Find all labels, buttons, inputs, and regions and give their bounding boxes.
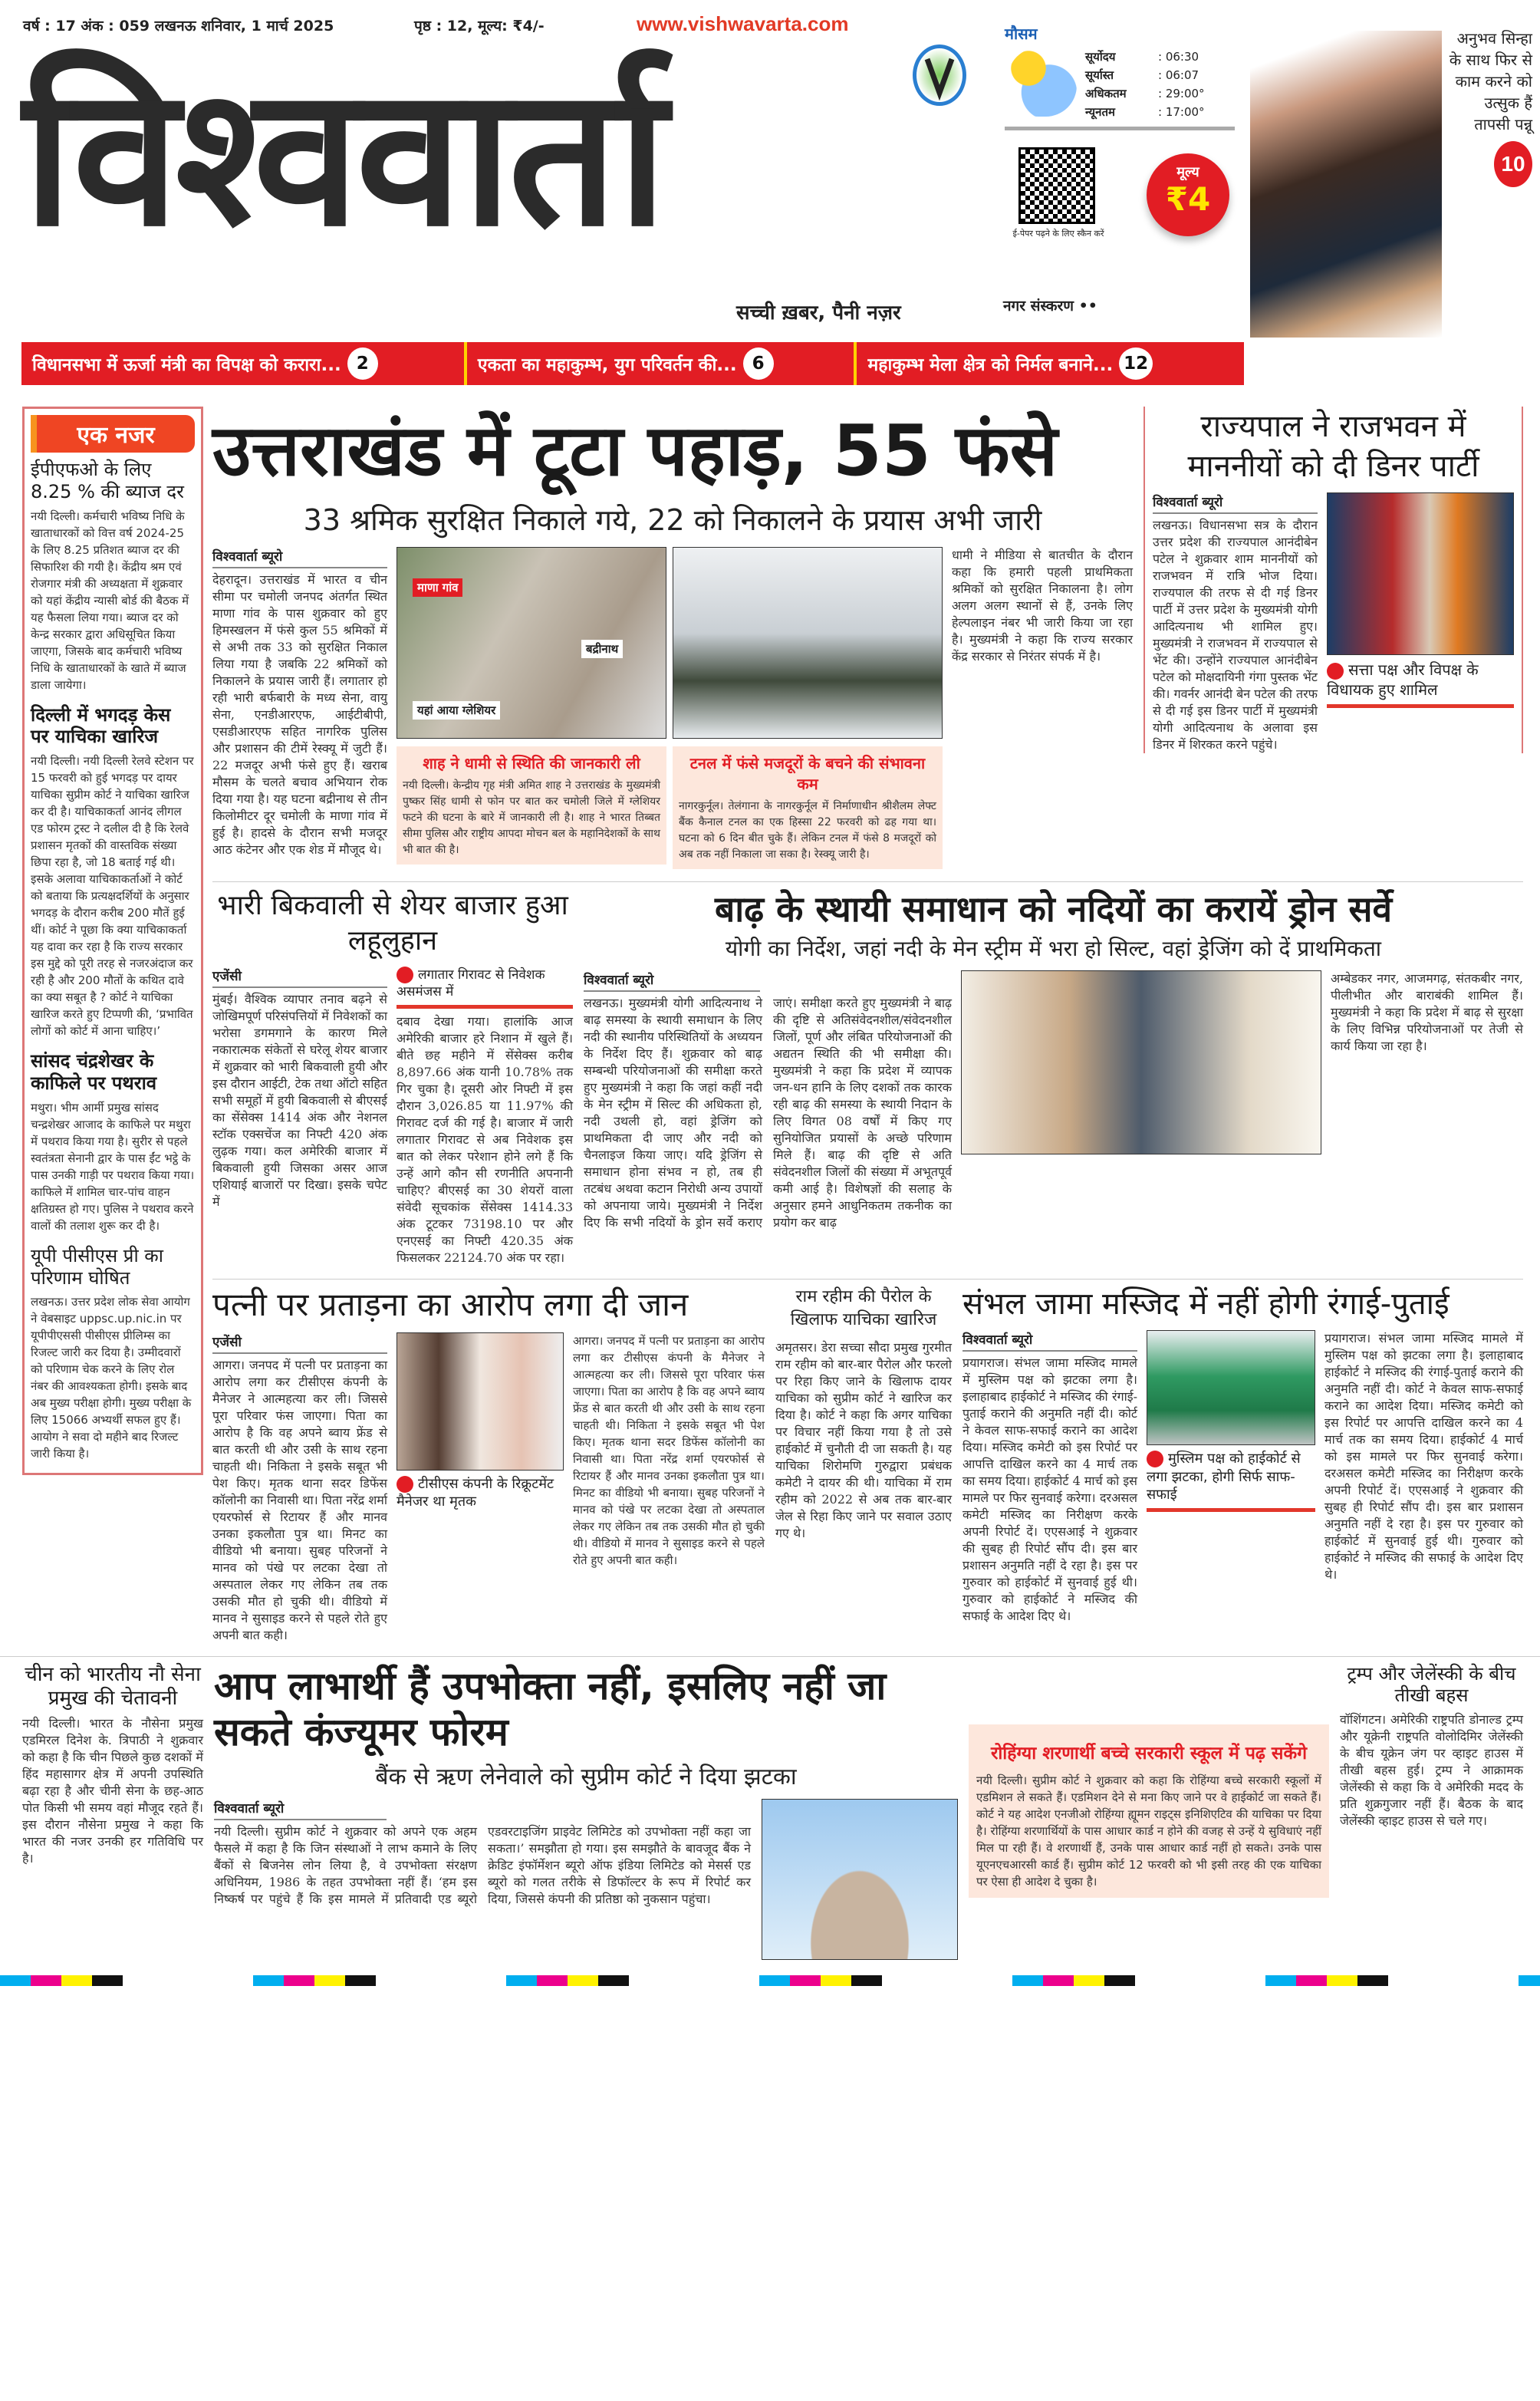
issue-info: वर्ष : 17 अंक : 059 लखनऊ शनिवार, 1 मार्च 2025 [23, 18, 334, 35]
promo-text[interactable]: अनुभव सिन्हा के साथ फिर से काम करने को उत्सुक हैं तापसी पन्नू [1449, 29, 1532, 133]
weather-cloud-sun-icon [1008, 48, 1077, 117]
avalanche-map-photo [397, 547, 666, 739]
sidebar-headline: शाह ने धामी से स्थिति की जानकारी ली [423, 754, 640, 772]
ramrahim-body: अमृतसर। डेरा सच्चा सौदा प्रमुख गुरमीत राम रहीम को बार-बार पैरोल और फरलो पर रिहा किए जाने के खिलाफ दायर याचिका को सुप्रीम कोर्ट ने खारिज कर दिया है। कोर्ट ने कहा कि अगर याचिका पर विचार नहीं किया गया है तो उसे हाईकोर्ट में चुनौती दी जा सकती है। यह याचिका शिरोमणि गुरुद्वारा प्रबंधक कमेटी ने दायर की थी। याचिका में राम रहीम को 2022 से अब तक बार-बार जेल से रिहा किए जाने पर सवाल उठाए गए थे। [775, 1340, 952, 1541]
sambhal-body: प्रयागराज। संभल जामा मस्जिद मामले में मुस्लिम पक्ष को झटका लगा है। इलाहाबाद हाईकोर्ट ने मस्जिद की रंगाई-पुताई कराने की अनुमति नहीं दी। कोर्ट ने केवल साफ-सफाई कराने का आदेश दिया। मस्जिद कमेटी को इस रिपोर्ट पर आपत्ति दाखिल करने का 4 मार्च तक का समय दिया। हाईकोर्ट 4 मार्च को इस मामले पर फिर सुनवाई करेगा। दरअसल कमेटी मस्जिद का निरीक्षण करके अपनी रिपोर्ट दें। एएसआई ने शुक्रवार की सुबह ही रिपोर्ट सौंप दी। इस बार प्रशासन अनुमति नहीं दे रहा है। इस पर गुरुवार को हाईकोर्ट में सुनवाई हुई थी। गुरुवार को हाईकोर्ट ने मस्जिद की सफाई के आदेश दिए थे। [962, 1355, 1137, 1624]
box-headline: रोहिंग्या शरणार्थी बच्चे सरकारी स्कूल में पढ़ सकेंगे [990, 1743, 1308, 1764]
page-number-badge: 6 [743, 347, 774, 380]
flood-subhead: योगी का निर्देश, जहां नदी के मेन स्ट्रीम में भरा हो सिल्ट, वहां ड्रेजिंग को दें प्राथमिकता [725, 936, 1382, 962]
teaser-item[interactable]: विधानसभा में ऊर्जा मंत्री का विपक्ष को करारा... 2 [21, 342, 467, 385]
photo-label: माणा गांव [413, 578, 462, 597]
consumer-headline: आप लाभार्थी हैं उपभोक्ता नहीं, इसलिए नहीं जा सकते कंज्यूमर फोरम [214, 1663, 887, 1754]
story-body: मथुरा। भीम आर्मी प्रमुख सांसद चन्द्रशेखर आजाद के काफिले पर मथुरा में पथराव किया गया है। सुरीर से पहले स्वतंत्रता सेनानी द्वार के पास ईंट भट्ठे के पास उनकी गाड़ी पर पथराव किया गया। काफिले में शामिल चार-पांच वाहन क्षतिग्रस्त हो गए। पुलिस ने पथराव करने वालों की तलाश शुरू कर दी है। [31, 1100, 195, 1233]
photo-label: बद्रीनाथ [581, 640, 623, 658]
photo-label: यहां आया ग्लेशियर [413, 701, 500, 720]
qr-code[interactable] [1018, 147, 1095, 224]
weather-row: सूर्यास्त : 06:07 [1085, 68, 1199, 82]
price-badge: मूल्य ₹4 [1147, 153, 1229, 236]
consumer-body: नयी दिल्ली। सुप्रीम कोर्ट ने शुक्रवार को अपने एक अहम फैसले में कहा है कि जिन संस्थाओं ने लाभ कमाने के लिए बैंकों से बिजनेस लोन लिया है, वे उपभोक्ता संरक्षण अधिनियम, 1986 के तहत उपभोक्ता नहीं हैं। ‘हम इस निष्कर्ष पर पहुंचे हैं कि इस मामले में प्रतिवादी एड ब्यूरो एडवरटाइजिंग प्राइवेट लिमिटेड को उपभोक्ता नहीं कहा जा सकता।’ समझौता हो गया। इस समझौते के बावजूद बैंक ने क्रेडिट इंफॉर्मेशन ब्यूरो ऑफ इंडिया लिमिटेड को मेसर्स एड ब्यूरो को गलत तरीके से डिफॉल्टर के रूप में रिपोर्ट कर दिया, जिससे कंपनी की प्रतिष्ठा को नुकसान पहुंचा। [214, 1823, 751, 1906]
rescue-team-photo [673, 547, 943, 739]
story-headline: राज्यपाल ने राजभवन में माननीयों को दी डिनर पार्टी [1187, 409, 1479, 484]
story-body: नयी दिल्ली। नयी दिल्ली रेलवे स्टेशन पर 15 फरवरी को हुई भगदड़ पर दायर याचिका सुप्रीम कोर्ट ने याचिका खारिज कर दी है। याचिकाकर्ता आनंद लीगल एड फोरम ट्रस्ट ने दलील दी है कि रेलवे प्रशासन मृतकों की वास्तविक संख्या छिपा रहा है, जो 18 बताई गई थी। इसके अलावा याचिकाकर्ताओं ने कोर्ट को बताया कि प्रत्यक्षदर्शियों के अनुसार भगदड़ के दौरान करीब 200 मौतें हुई थीं। कोर्ट ने पूछा कि क्या याचिकाकर्ता यह दावा कर रहा है कि राज्य सरकार इस मुद्दे को पूरी तरह से नजरअंदाज कर रही है और 200 मौतों के कथित दावे का क्या सबूत है ? कोर्ट ने याचिका खारिज करते हुए टिप्पणी की, ‘प्रभावित लोगों को कोर्ट में आना चाहिए।’ [31, 754, 194, 1039]
governor-story [1143, 407, 1523, 753]
consumer-subhead: बैंक से ऋण लेनेवाले को सुप्रीम कोर्ट ने दिया झटका [375, 1763, 797, 1790]
story-body: नयी दिल्ली। कर्मचारी भविष्य निधि के खाताधारकों को वित्त वर्ष 2024-25 के लिए 8.25 प्रतिशत ब्याज दर की सिफारिश की गयी है। केंद्रीय श्रम एवं रोजगार मंत्री की अध्यक्षता में शुक्रवार को यहां केंद्रीय न्यासी बोर्ड की बैठक में यह फैसला लिया गया। ब्याज दर को केन्द्र सरकार द्वारा अधिसूचित किया जाएगा, जिसके बाद कर्मचारी भविष्य निधि के खाताधारकों के खाते में ब्याज डाला जायेगा। [31, 509, 189, 692]
byline: विश्ववार्ता ब्यूरो [962, 1330, 1137, 1352]
sambhal-headline: संभल जामा मस्जिद में नहीं होगी रंगाई-पुताई [962, 1286, 1450, 1322]
website-link[interactable]: www.vishwavarta.com [637, 12, 849, 35]
pull-quote: लगातार गिरावट से निवेशक असमंजस में [397, 967, 545, 1000]
couple-photo [397, 1332, 564, 1471]
weather-title: मौसम [1005, 25, 1038, 43]
market-headline: भारी बिकवाली से शेयर बाजार हुआ लहूलुहान [217, 890, 568, 957]
masthead: विश्ववार्ता [23, 45, 663, 268]
china-story [22, 1663, 203, 1867]
china-body: नयी दिल्ली। भारत के नौसेना प्रमुख एडमिरल दिनेश के. त्रिपाठी ने शुक्रवार को कहा है कि चीन पिछले कुछ दशकों में हिंद महासागर क्षेत्र में अपनी उपस्थिति बढ़ा रहा है और चीनी सेना के छह-आठ पोत किसी भी समय वहां मौजूद रहते हैं। इस दौरान नौसेना प्रमुख ने कहा कि भारत की नजर उनकी हर गतिविधि पर है। [22, 1715, 203, 1866]
byline: विश्ववार्ता ब्यूरो [212, 547, 387, 568]
bullet-icon [1327, 663, 1344, 680]
trump-body: वॉशिंगटन। अमेरिकी राष्ट्रपति डोनाल्ड ट्रम्प और यूक्रेनी राष्ट्रपति वोलोदिमिर जेलेंस्की के बीच यूक्रेन जंग पर व्हाइट हाउस में तीखी बहस हुई। ट्रम्प ने आक्रामक जेलेंस्की से कहा कि वे अमेरिकी मदद के प्रति शुक्रगुजार नहीं हैं। बैठक के बाद जेलेंस्की व्हाइट हाउस से चले गए। [1340, 1712, 1523, 1829]
weather-row: सूर्योदय : 06:30 [1085, 50, 1199, 64]
shah-sidebar [397, 746, 666, 865]
flood-headline: बाढ़ के स्थायी समाधान को नदियों का करायें ड्रोन सर्वे [714, 888, 1393, 930]
bullet-icon [397, 967, 413, 983]
promo-block [1446, 28, 1532, 187]
page-number-badge: 12 [1119, 347, 1153, 380]
consumer-story [214, 1663, 958, 1960]
weather-row: अधिकतम : 29:00° [1085, 87, 1205, 100]
lead-body: देहरादून। उत्तराखंड में भारत व चीन सीमा पर चमोली जनपद अंतर्गत स्थित माणा गांव के पास शुक्रवार को हुए हिमस्खलन में फंसे कुल 55 श्रमिकों में से अभी तक 33 को सुरक्षित निकाल लिया गया है जबकि 22 श्रमिकों को निकालने के प्रयास जारी हैं। लगातार हो रही भारी बर्फबारी के मध्य सेना, वायु सेना, एनडीआरएफ, आईटीबीपी, एसडीआरएफ सहित नागरिक पुलिस और प्रशासन की टीमें रेस्क्यू में जुटी हैं। 22 मजदूर अभी फंसे हुए हैं। खराब मौसम के चलते बचाव अभियान रोक दिया गया है। यह घटना बद्रीनाथ से तीन किलोमीटर दूर चमोली के माणा गांव में हुई है। हादसे के दौरान सभी मजदूर आठ कंटेनर और एक शेड में मौजूद थे। [212, 572, 387, 857]
weather-panel [1005, 23, 1235, 130]
governor-cm-photo [1327, 492, 1514, 655]
page-header [0, 0, 1540, 391]
cm-meeting-photo [961, 970, 1321, 1154]
sidebar-headline: टनल में फंसे मजदूरों के बचने की संभावना कम [689, 754, 926, 793]
box-body: नयी दिल्ली। सुप्रीम कोर्ट ने शुक्रवार को कहा कि रोहिंग्या बच्चे सरकारी स्कूलों में एडमिशन ले सकते हैं। एडमिशन देने से मना किए जाने पर वे हाईकोर्ट जा सकते हैं। कोर्ट ने यह आदेश एनजीओ रोहिंग्या ह्यूमन राइट्स इनिशिएटिव की याचिका पर दिया है। रोहिंग्या शरणार्थियों के पास आधार कार्ड न होने की वजह से उन्हें ये सुविधाएं नहीं मिल पा रही हैं। वे शरणार्थी हैं, उनके पास आधार कार्ड नहीं हो सकते। उनके पास यूएनएचआरसी कार्ड हैं। सुप्रीम कोर्ट 12 फरवरी को भी इसी तरह की एक याचिका पर ऐसा ही आदेश दे चुका है। [976, 1773, 1321, 1889]
wife-headline: पत्नी पर प्रताड़ना का आरोप लगा दी जान [212, 1286, 689, 1324]
lead-headline: उत्तराखंड में टूटा पहाड़, 55 फंसे [212, 410, 1058, 492]
ramrahim-headline: राम रहीम की पैरोल के खिलाफ याचिका खारिज [790, 1287, 937, 1330]
trump-headline: ट्रम्प और जेलेंस्की के बीच तीखी बहस [1347, 1662, 1516, 1707]
ek-nazar-box [22, 407, 203, 1475]
divider [1327, 704, 1514, 708]
ramrahim-story [775, 1286, 952, 1542]
logo-icon [913, 44, 966, 106]
tunnel-sidebar [673, 746, 943, 869]
page-price-info: पृष्ठ : 12, मूल्य: ₹4/- [414, 18, 545, 35]
lead-story [212, 407, 1133, 869]
wife-story [212, 1286, 765, 1643]
actress-photo [1250, 31, 1442, 338]
photo-caption: टीसीएस कंपनी के रिक्रूटमेंट मैनेजर था मृतक [397, 1475, 554, 1510]
byline: विश्ववार्ता ब्यूरो [584, 970, 760, 992]
logo-v-mark [916, 48, 962, 102]
page-number-badge: 2 [347, 347, 378, 380]
rohingya-box [969, 1724, 1329, 1898]
teaser-item[interactable]: एकता का महाकुम्भ, युग परिवर्तन की... 6 [467, 342, 857, 385]
sambhal-story [962, 1286, 1523, 1625]
wife-body-continued: आगरा। जनपद में पत्नी पर प्रताड़ना का आरोप लगा कर टीसीएस कंपनी के मैनेजर ने आत्महत्या कर ली। जिससे पूरा परिवार फंस जाएगा। पिता का आरोप है कि वह अपने ब्वाय फ्रेंड से बात करती थी और उसी के साथ रहना चाहती थी। निकिता ने इसके सबूत भी पेश किए। मृतक थाना सदर डिफेंस कॉलोनी का निवासी था। पिता नरेंद्र शर्मा एयरफोर्स से रिटायर हैं और मानव उनका इकलौता पुत्र था। मिनट का वीडियो भी बनाया। सुबह परिजनों ने मानव को पंखे पर लटका देखा तो अस्पताल लेकर गए लेकिन तब तक उसकी मौत हो चुकी थी। वीडियो में मानव ने सुसाइड करने से पहले रोते हुए अपनी बात कही। [573, 1333, 765, 1567]
story-headline: दिल्ली में भगदड़ केस पर याचिका खारिज [31, 703, 171, 748]
divider [397, 1005, 573, 1009]
market-body-continued: दबाव देखा गया। हालांकि आज अमेरिकी बाजार हरे निशान में खुले हैं। बीते छह महीने में सेंसेक्स करीब 8,897.66 अंक यानी 10.78% तक गिर चुका है। दूसरी ओर निफ्टी में इस दौरान 3,026.85 या 11.97% की गिरावट दर्ज की गई है। बाजार में जारी लगातार गिरावट से अब निवेशक इस बात को लेकर परेशान होने लगे हैं कि उन्हें आगे कौन सी रणनीति अपनानी चाहिए? बीएसई का 30 शेयरों वाला संवेदी सूचकांक सेंसेक्स 1414.33 अंक टूटकर 73198.10 पर और एनएसई का निफ्टी 420.35 अंक फिसलकर 22124.70 अंक पर रहा। [397, 1014, 573, 1266]
sidebar-body: नयी दिल्ली। केन्द्रीय गृह मंत्री अमित शाह ने उत्तराखंड के मुख्यमंत्री पुष्कर सिंह धामी से फोन पर बात कर चमोली जिले में ग्लेशियर फटने की घटना के बारे में जानकारी ली है। शाह ने भारत तिब्बत सीमा पुलिस और राष्ट्रीय आपदा मोचन बल के महानिदेशकों के साथ भी बात की है। [403, 779, 660, 856]
china-headline: चीन को भारतीय नौ सेना प्रमुख की चेतावनी [25, 1662, 201, 1710]
market-story [212, 888, 573, 1266]
trump-story [1340, 1663, 1523, 1830]
lead-subhead: 33 श्रमिक सुरक्षित निकाले गये, 22 को निकालने के प्रयास अभी जारी [303, 503, 1042, 537]
sidebar-body: नागरकुर्नूल। तेलंगाना के नागरकुर्नूल में निर्माणाधीन श्रीशैलम लेफ्ट बैंक कैनाल टनल का एक हिस्सा 22 फरवरी को ढह गया था। घटना को 6 दिन बीत चुके हैं। लेकिन टनल में फंसे 8 मजदूरों को अब तक नहीं निकाला जा सका है। रेस्क्यू जारी है। [679, 800, 936, 861]
story-headline: यूपी पीसीएस प्री का परिणाम घोषित [31, 1244, 163, 1289]
flood-body-continued: अम्बेडकर नगर, आजमगढ़, संतकबीर नगर, पीलीभीत और बाराबंकी शामिल हैं। मुख्यमंत्री ने कहा कि प्रदेश में बाढ़ से सुरक्षा के लिए विभिन्न परियोजनाओं पर तेजी से कार्य किया जा रहा है। [1331, 971, 1523, 1054]
story-body: लखनऊ। उत्तर प्रदेश लोक सेवा आयोग ने वेबसाइट uppsc.up.nic.in पर यूपीपीएससी पीसीएस प्रीलिम्स का रिजल्ट जारी कर दिया है। उम्मीदवारों को परिणाम चेक करने के लिए रोल नंबर की आवश्यकता होगी। इसके बाद अब मुख्य परीक्षा होगी। मुख्य परीक्षा के लिए 15066 अभ्यर्थी सफल हुए हैं। आयोग ने सवा दो महीने बाद रिजल्ट जारी किया है। [31, 1295, 192, 1461]
promo-page-badge[interactable]: 10 [1494, 141, 1532, 187]
edition-label: नगर संस्करण •• [1003, 298, 1097, 315]
supreme-court-photo [762, 1799, 958, 1960]
qr-caption: ई-पेपर पढ़ने के लिए स्कैन करें [1012, 229, 1104, 239]
teaser-item[interactable]: महाकुम्भ मेला क्षेत्र को निर्मल बनाने... 12 [857, 342, 1244, 385]
sambhal-body-continued: प्रयागराज। संभल जामा मस्जिद मामले में मुस्लिम पक्ष को झटका लगा है। इलाहाबाद हाईकोर्ट ने मस्जिद की रंगाई-पुताई कराने की अनुमति नहीं दी। कोर्ट ने केवल साफ-सफाई कराने का आदेश दिया। मस्जिद कमेटी को इस रिपोर्ट पर आपत्ति दाखिल करने का 4 मार्च तक का समय दिया। हाईकोर्ट 4 मार्च को इस मामले पर फिर सुनवाई करेगा। दरअसल कमेटी मस्जिद का निरीक्षण करके अपनी रिपोर्ट दें। एएसआई ने शुक्रवार की सुबह ही रिपोर्ट सौंप दी। इस बार प्रशासन अनुमति नहीं दे रहा है। इस पर गुरुवार को हाईकोर्ट में सुनवाई हुई थी। गुरुवार को हाईकोर्ट ने मस्जिद की सफाई के आदेश दिए थे। [1324, 1331, 1523, 1583]
bullet-icon [1147, 1451, 1163, 1467]
ek-nazar-tab: एक नजर [31, 415, 195, 453]
bullet-icon [397, 1476, 413, 1493]
flood-body: लखनऊ। मुख्यमंत्री योगी आदित्यनाथ ने बाढ़ समस्या के स्थायी समाधान के लिए नदी की स्थानीय परिस्थितियों के अध्ययन के निर्देश दिए हैं। शुक्रवार को बाढ़ सम्बन्धी परियोजनाओं की समीक्षा करते हुए मुख्यमंत्री ने कहा कि जहां कहीं नदी के मेन स्ट्रीम में सिल्ट की अधिकता हो, नदी उथली हो, वहां ड्रेजिंग को प्राथमिकता दी जाए और नदी को चैनलाइज किया जाए। यदि ड्रेजिंग से समाधान होना संभव न हो, तब ही तटबंध अथवा कटान निरोधी अन्य उपायों को अपनाया जाये। मुख्यमंत्री ने निर्देश दिए कि सभी नदियों के ड्रोन सर्वे कराए जाएं। समीक्षा करते हुए मुख्यमंत्री ने बाढ़ की दृष्टि से अतिसंवेदनशील/संवेदनशील जिलों, पूर्ण और लंबित परियोजनाओं की अद्यतन स्थिति की भी समीक्षा की। मुख्यमंत्री ने कहा कि प्रदेश में व्यापक जन-धन हानि के लिए दशकों तक कारक रही बाढ़ की समस्या के स्थायी निदान के लिए विगत 08 वर्षों में किए गए सुनियोजित प्रयासों के अच्छे परिणाम मिले हैं। बाढ़ की दृष्टि से अति संवेदनशील जिलों की संख्या में अभूतपूर्व कमी आई है। विशेषज्ञों की सलाह के अनुसार हमने आधुनिकतम तकनीक का प्रयोग कर बाढ़ [584, 996, 952, 1230]
story-headline: सांसद चंद्रशेखर के काफिले पर पथराव [31, 1050, 157, 1094]
lead-body-continued: धामी ने मीडिया से बातचीत के दौरान कहा कि हमारी पहली प्राथमिकता श्रमिकों को सुरक्षित निकालना है। लोग अलग अलग स्थानों से हैं, उनके लिए हेल्पलाइन नंबर भी जारी किया जा रहा है। मुख्यमंत्री ने कहा कि राज्य सरकार केंद्र सरकार से निरंतर संपर्क में है। [952, 548, 1133, 664]
byline: विश्ववार्ता ब्यूरो [1153, 492, 1318, 514]
tagline: सच्ची ख़बर, पैनी नज़र [736, 301, 901, 324]
byline: विश्ववार्ता ब्यूरो [214, 1799, 387, 1820]
story-body: लखनऊ। विधानसभा सत्र के दौरान उत्तर प्रदेश की राज्यपाल आनंदीबेन पटेल ने शुक्रवार शाम माननीयों को राजभवन में रात्रि भोज दिया। राज्यपाल की तरफ से दी गई डिनर पार्टी में उत्तर प्रदेश के मुख्यमंत्री योगी आदित्यनाथ भी शामिल हुए। मुख्यमंत्री ने राजभवन में राज्यपाल से भेंट की। उन्होंने राज्यपाल आनंदीबेन पटेल को मोक्षदायिनी गंगा पुस्तक भेंट की। गवर्नर आनंदी बेन पटेल की तरफ से दी गई इस डिनर पार्टी में मुख्यमंत्री योगी आदित्यनाथ के अलावा इस डिनर में शिरकत करने पहुंचे। [1153, 518, 1318, 752]
mosque-photo [1147, 1330, 1315, 1445]
flood-story [584, 888, 1523, 1231]
byline: एजेंसी [212, 1332, 387, 1354]
weather-row: न्यूनतम : 17:00° [1085, 105, 1205, 119]
teaser-band [21, 342, 1244, 385]
divider [1147, 1508, 1315, 1512]
photo-caption: मुस्लिम पक्ष को हाईकोर्ट से लगा झटका, होगी सिर्फ साफ-सफाई [1147, 1451, 1301, 1503]
market-body: मुंबई। वैश्विक व्यापार तनाव बढ़ने से जोखिमपूर्ण परिसंपत्तियों में निवेशकों का भरोसा डगमगाने के कारण मिले नकारात्मक संकेतों से घरेलू शेयर बाजार में शुक्रवार को भारी बिकवाली हुयी और इस दौरान आईटी, टेक तथा ऑटो सहित सभी समूहों में हुयी बिकवाली से बीएसई का सेंसेक्स 1414 अंक और नेशनल स्टॉक एक्सचेंज का निफ्टी 420 अंक लुढ़क गया। कल अमेरिकी बाजार में बिकवाली हुयी जिसका असर आज एशियाई बाजारों पर दिखा। इसके चपेट में [212, 992, 387, 1209]
photo-caption: सत्ता पक्ष और विपक्ष के विधायक हुए शामिल [1327, 660, 1479, 699]
wife-body: आगरा। जनपद में पत्नी पर प्रताड़ना का आरोप लगा कर टीसीएस कंपनी के मैनेजर ने आत्महत्या कर ली। जिससे पूरा परिवार फंस जाएगा। पिता का आरोप है कि वह अपने ब्वाय फ्रेंड से बात करती थी और उसी के साथ रहना चाहती थी। निकिता ने इसके सबूत भी पेश किए। मृतक थाना सदर डिफेंस कॉलोनी का निवासी था। पिता नरेंद्र शर्मा एयरफोर्स से रिटायर हैं और मानव उनका इकलौता पुत्र था। मिनट का वीडियो भी बनाया। सुबह परिजनों ने मानव को पंखे पर लटका देखा तो अस्पताल लेकर गए लेकिन तब तक उसकी मौत हो चुकी थी। वीडियो में मानव ने सुसाइड करने से पहले रोते हुए अपनी बात कही। [212, 1357, 387, 1642]
color-registration-strip [0, 1975, 1540, 1986]
byline: एजेंसी [212, 967, 387, 988]
story-headline: ईपीएफओ के लिए 8.25 % की ब्याज दर [31, 459, 184, 502]
